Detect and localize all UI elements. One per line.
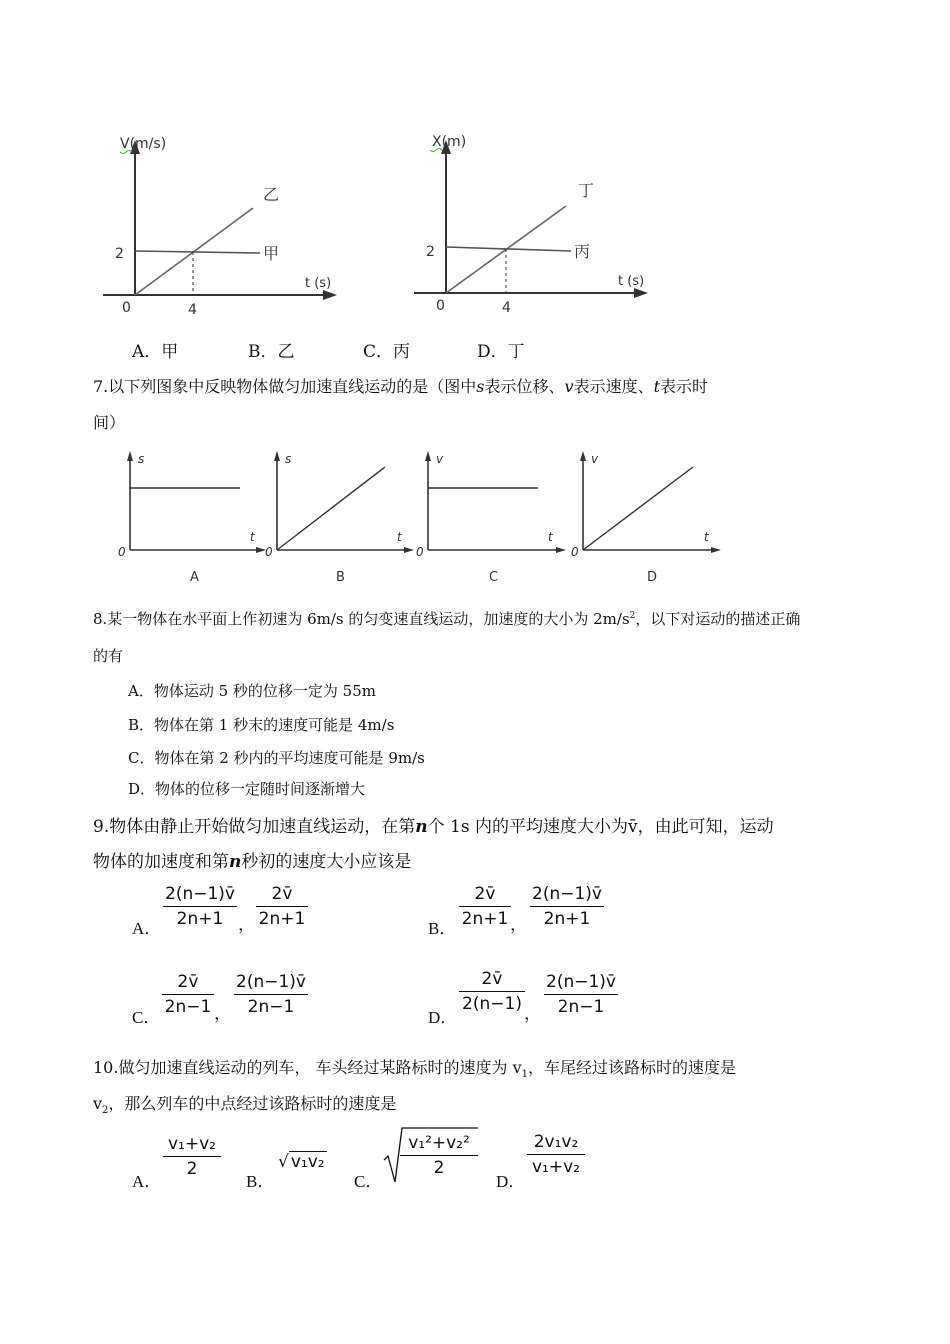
graph-c-xlabel: t [548,530,553,544]
q9-a-fraction-2 [256,883,308,930]
q8-stem [93,608,800,629]
graph-d-caption: D [647,570,658,585]
vt-graph [95,130,355,320]
numerator: 2v₁v₂ [533,1132,579,1152]
q9-a-comma: ， [238,915,255,935]
q6-option-b[interactable]: B．乙 [248,342,295,362]
graph-d-origin: 0 [571,545,579,559]
numerator: v₁²+v₂² [408,1133,470,1153]
graph-d-xlabel: t [704,530,709,544]
q10-stem-text: ，那么列车的中点经过该路标时的速度是 [108,1094,397,1113]
denominator: 2n+1 [461,909,509,929]
q7-graph-a [118,451,266,585]
q9-option-b-letter[interactable]: B． [428,919,457,938]
q9-c-fraction-2 [234,971,308,1018]
q8-option-b[interactable]: B．物体在第 1 秒末的速度可能是 4m/s [128,716,395,734]
q10-sub-1: 1 [521,1069,529,1081]
graph-b-line [277,467,385,550]
numerator: 2v̄ [271,884,293,904]
q9-stem-text: 个 1s 内的平均速度大小为 [427,817,628,837]
q8-option-d[interactable]: D．物体的位移一定随时间逐渐增大 [128,780,366,798]
rising-line-label: 乙 [263,185,280,204]
numerator: v₁+v₂ [168,1134,216,1154]
x-axis-arrow [323,290,337,300]
origin-label: 0 [122,300,131,316]
q8-option-c[interactable]: C．物体在第 2 秒内的平均速度可能是 9m/s [128,749,425,767]
sqrt-icon: √ [278,1152,289,1172]
q10-stem [93,1055,736,1080]
x-tick-label: 4 [188,302,197,318]
q10-option-c-letter[interactable]: C． [354,1172,383,1191]
q9-option-c-letter[interactable]: C． [132,1008,161,1027]
q10-sub-2: 2 [102,1105,109,1117]
q9-d-fraction-2 [544,971,618,1018]
x-axis-label: t (s) [618,274,645,289]
q6-option-c[interactable]: C．丙 [363,342,411,362]
q9-option-d-letter[interactable]: D． [428,1008,458,1027]
q7-graph-b [265,451,414,585]
q6-option-a[interactable]: A．甲 [132,342,179,362]
q10-stem-line2 [93,1091,396,1116]
graph-b-ylabel: s [285,452,292,466]
q9-var-n: n [415,817,428,837]
q10-b-expr: v₁v₂ [290,1152,325,1172]
q9-c-comma: ， [214,1004,231,1024]
q9-stem-line2 [93,847,411,872]
rising-line-label: 丁 [578,181,595,200]
q9-b-comma: ， [510,915,527,935]
q10-option-b-letter[interactable]: B． [246,1172,275,1191]
q9-stem-text: 秒初的速度大小应该是 [241,852,412,872]
q7-stem-text: 7.以下列图象中反映物体做匀加速直线运动的是（图中 [93,377,477,396]
x-axis-label: t (s) [305,276,332,291]
x-axis-arrow [634,288,648,298]
q7-var-s: s [476,377,485,396]
q9-stem-text: 9.物体由静止开始做匀加速直线运动，在第 [93,817,416,837]
q10-a-fraction [163,1133,221,1180]
q8-superscript: 2 [629,611,636,621]
q10-d-fraction [527,1131,585,1178]
q8-option-a[interactable]: A．物体运动 5 秒的位移一定为 55m [128,682,376,700]
denominator: 2n−1 [164,997,212,1017]
graph-a-xlabel: t [250,530,255,544]
q7-stem-text: 表示位移、 [484,377,565,396]
y-tick-label: 2 [115,246,124,262]
q10-stem-text: 10.做匀加速直线运动的列车， 车头经过某路标时的速度为 v [93,1058,522,1077]
q9-stem-text: 物体的加速度和第 [93,852,229,872]
graph-a-origin: 0 [118,545,126,559]
q9-b-fraction-2 [530,883,604,930]
q9-d-fraction-1 [459,968,525,1015]
numerator: 2v̄ [177,972,199,992]
q9-b-fraction-1 [459,883,511,930]
q10-stem-text: ，车尾经过该路标时的速度是 [528,1058,737,1077]
numerator: 2(n−1)v̄ [546,972,616,992]
graph-b-xlabel: t [397,530,402,544]
line-flat [135,251,260,253]
denominator: 2(n−1) [462,994,522,1014]
q8-stem-line2: 的有 [93,647,124,665]
numerator: 2v̄ [474,884,496,904]
q9-c-fraction-1 [162,971,214,1018]
denominator: 2n+1 [176,909,224,929]
q8-stem-text: 8.某一物体在水平面上作初速为 6m/s 的匀变速直线运动，加速度的大小为 2m/s [93,610,630,628]
q10-c-fraction [400,1132,478,1179]
q10-option-d-letter[interactable]: D． [496,1172,526,1191]
q9-stem-text: ，由此可知，运动 [637,817,774,837]
q7-graph-d [571,451,721,585]
q7-stem [93,374,708,397]
q9-a-fraction-1 [163,883,237,930]
numerator: 2v̄ [481,969,503,989]
denominator: 2n+1 [543,909,591,929]
y-tick-label: 2 [426,244,435,260]
x-tick-label: 4 [502,300,511,316]
origin-label: 0 [436,298,445,314]
q9-var-vbar: v̄ [627,817,638,837]
graph-c-caption: C [489,570,499,585]
q7-stem-text: 表示时 [660,377,709,396]
graph-a-caption: A [190,570,199,585]
q7-stem-line2: 间） [93,413,126,432]
q10-option-a-letter[interactable]: A． [132,1172,162,1191]
q9-option-a-letter[interactable]: A． [132,919,162,938]
graph-a-ylabel: s [138,452,145,466]
graph-d-line [583,467,693,550]
q9-d-comma: ， [524,1004,541,1024]
flat-line-label: 甲 [263,244,280,263]
q7-graphs [110,445,730,590]
q10-stem-text: v [93,1094,103,1113]
xt-graph [408,128,668,318]
graph-b-caption: B [336,570,345,585]
q7-var-v: v [564,377,574,396]
denominator: 2n−1 [557,997,605,1017]
y-axis-label: V(m/s) [120,136,167,152]
denominator: 2n+1 [258,909,306,929]
y-axis-label: X(m) [432,134,467,150]
q7-var-t: t [653,377,661,396]
denominator: v₁+v₂ [532,1157,580,1177]
q9-stem [93,812,774,837]
q7-stem-text: 表示速度、 [573,377,654,396]
q7-graph-c [416,451,566,585]
graph-d-ylabel: v [591,452,599,466]
denominator: 2n−1 [247,997,295,1017]
q8-stem-text: ，以下对运动的描述正确 [635,610,801,628]
graph-b-origin: 0 [265,545,273,559]
numerator: 2(n−1)v̄ [236,972,306,992]
graph-c-ylabel: v [436,452,444,466]
numerator: 2(n−1)v̄ [165,884,235,904]
flat-line-label: 丙 [574,242,591,261]
denominator: 2 [186,1159,198,1179]
graph-c-origin: 0 [416,545,424,559]
q10-b-sqrt [278,1152,327,1172]
q9-var-n: n [229,852,242,872]
denominator: 2 [433,1158,445,1178]
q6-option-d[interactable]: D．丁 [477,342,525,362]
numerator: 2(n−1)v̄ [532,884,602,904]
